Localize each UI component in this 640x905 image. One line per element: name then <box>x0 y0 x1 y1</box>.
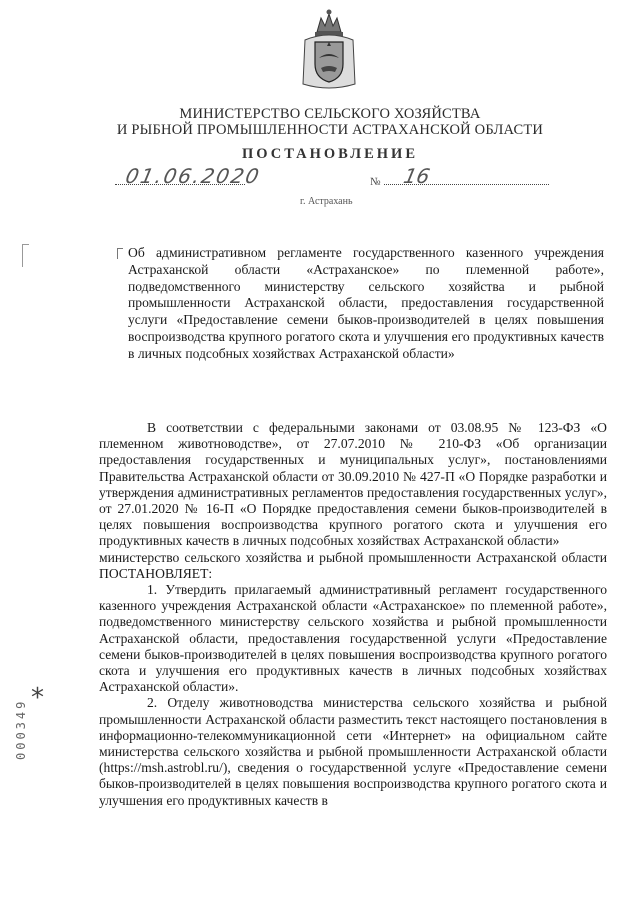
number-label: № <box>370 176 381 188</box>
city-label: г. Астрахань <box>300 196 353 207</box>
ministry-name-line2: И РЫБНОЙ ПРОМЫШЛЕННОСТИ АСТРАХАНСКОЙ ОБЛАСТИ <box>116 122 544 138</box>
document-date: 01.06.2020 <box>123 164 264 188</box>
ministry-name-line1: МИНИСТЕРСТВО СЕЛЬСКОГО ХОЗЯЙСТВА <box>179 106 481 122</box>
stamp-star: * <box>31 683 44 713</box>
item-2-paragraph: 2. Отделу животноводства министерства сельского хозяйства и рыбной промышленности Астраханской области разместить текст настоящего постановления в информационно-телекоммуникационной сети «Интернет» на официальном сайте министерства сельского хозяйства и рыбной промышленности Астраханской области (https://msh.astrobl.ru/), сведения о государственной услуге «Предоставление семени быков-производителей в целях повышения воспроизводства крупного рогатого скота и улучшения его продуктивных качеств в <box>99 695 607 808</box>
document-type-title: ПОСТАНОВЛЕНИЕ <box>241 146 418 162</box>
subject-bracket <box>117 248 123 259</box>
corner-mark <box>22 244 29 267</box>
stamp-serial-number: 000349 <box>14 698 28 760</box>
document-body <box>99 420 607 809</box>
preamble-paragraph: В соответствии с федеральными законами от 03.08.95 № 123-ФЗ «О племенном животноводстве», от 27.07.2010 № 210-ФЗ «Об организации предоставления государственных и муниципальных услуг», постановлениями Правительства Астраханской области от 30.09.2010 № 427-П «О Порядке разработки и утверждения административных регламентов предоставления государственных услуг», от 27.01.2020 № 16-П «О Порядке предоставления семени быков-производителей в целях повышения воспроизводства крупного рогатого скота и улучшения его продуктивных качеств в личных подсобных хозяйствах Астраханской области» <box>99 420 607 549</box>
coat-of-arms-icon <box>297 6 361 92</box>
resolves-paragraph: министерство сельского хозяйства и рыбной промышленности Астраханской области ПОСТАНОВЛЯЕТ: <box>99 549 607 581</box>
item-1-paragraph: 1. Утвердить прилагаемый административный регламент государственного казенного учреждения Астраханской области «Астраханское» по племенной работе», подведомственного министерству сельского хозяйства и рыбной промышленности Астраханской области, предоставления государственной услуги «Предоставление семени быков-производителей в целях повышения воспроизводства крупного рогатого скота и улучшения его продуктивных качеств в личных подсобных хозяйствах Астраханской области». <box>99 582 607 695</box>
document-number: 16 <box>401 164 433 188</box>
document-subject: Об административном регламенте государственного казенного учреждения Астраханской области «Астраханское» по племенной работе», подведомственного министерству сельского хозяйства и рыбной промышленности Астраханской области, предоставления государственной услуги «Предоставление семени быков-производителей в целях повышения воспроизводства крупного рогатого скота и улучшения его продуктивных качеств в личных подсобных хозяйствах Астраханской области» <box>128 245 604 361</box>
